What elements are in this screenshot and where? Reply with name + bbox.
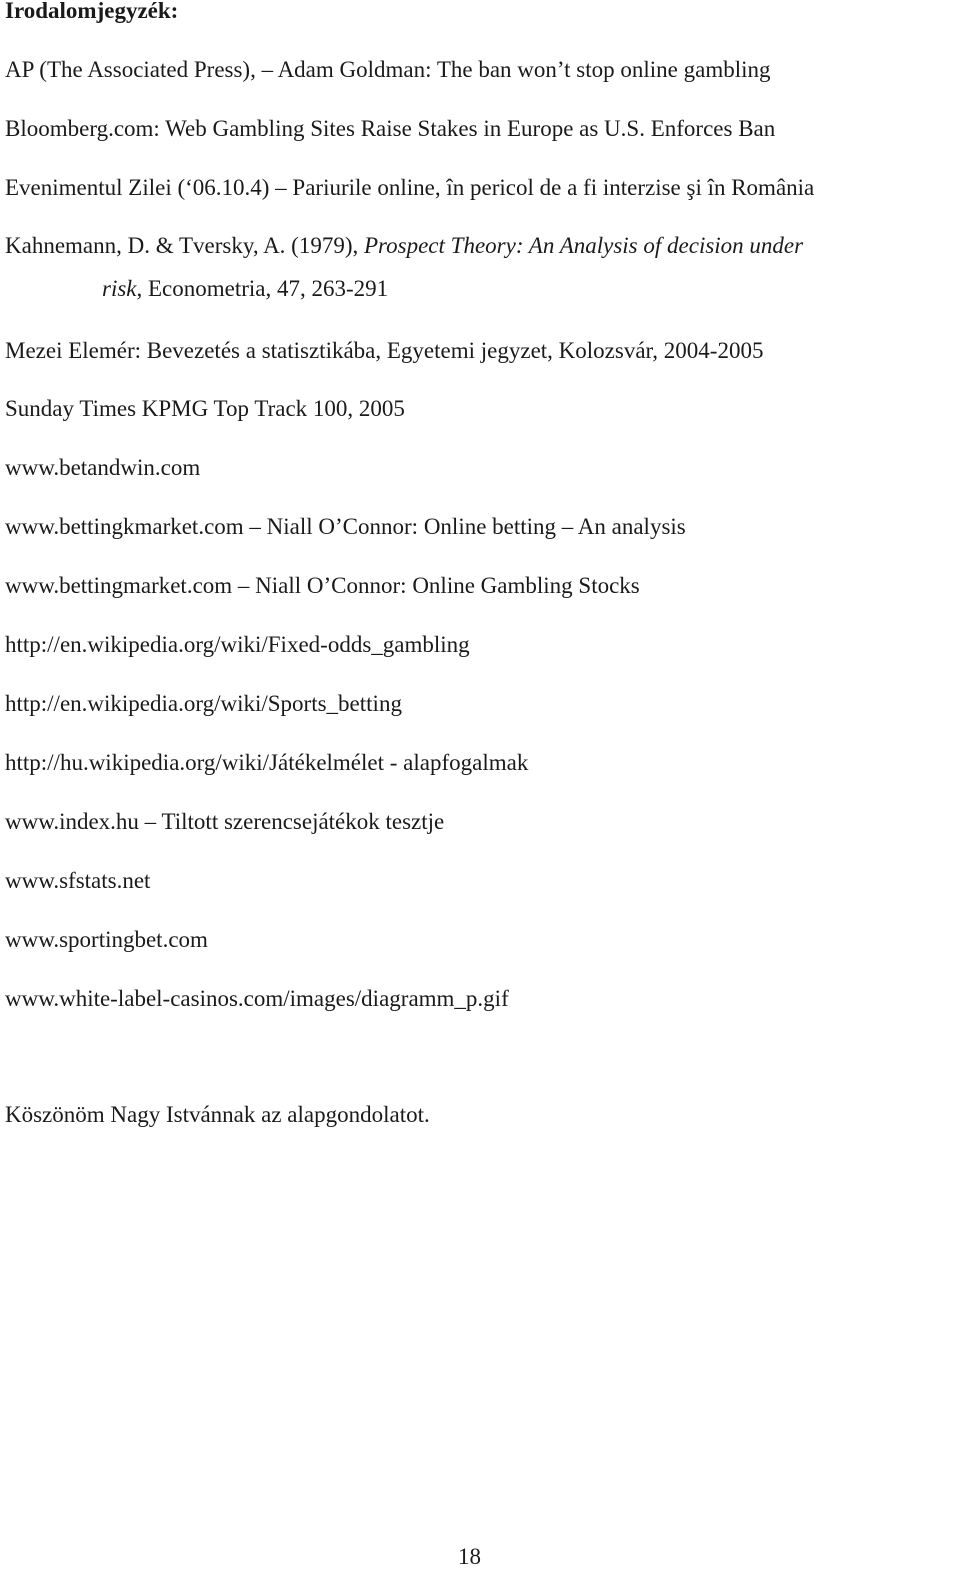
reference-item: http://hu.wikipedia.org/wiki/Játékelmélet - alapfogalmak	[5, 750, 529, 775]
reference-title-continued: risk	[102, 276, 137, 301]
reference-item: Sunday Times KPMG Top Track 100, 2005	[5, 396, 405, 421]
reference-continuation	[5, 274, 803, 304]
reference-item: www.sportingbet.com	[5, 927, 208, 952]
reference-item: www.betandwin.com	[5, 455, 201, 480]
reference-item: Bloomberg.com: Web Gambling Sites Raise Stakes in Europe as U.S. Enforces Ban	[5, 116, 776, 141]
reference-item: http://en.wikipedia.org/wiki/Fixed-odds_gambling	[5, 632, 470, 657]
reference-author: Kahnemann, D. & Tversky, A. (1979),	[5, 233, 364, 258]
acknowledgement: Köszönöm Nagy Istvánnak az alapgondolatot.	[5, 1102, 430, 1127]
bibliography-heading: Irodalomjegyzék:	[5, 0, 179, 23]
reference-item: Mezei Elemér: Bevezetés a statisztikába, Egyetemi jegyzet, Kolozsvár, 2004-2005	[5, 338, 764, 363]
reference-item-kahnemann	[5, 231, 803, 304]
reference-item: Evenimentul Zilei (‘06.10.4) – Pariurile online, în pericol de a fi interzise şi în România	[5, 175, 815, 200]
reference-item: www.index.hu – Tiltott szerencsejátékok tesztje	[5, 809, 445, 834]
reference-item: http://en.wikipedia.org/wiki/Sports_betting	[5, 691, 402, 716]
reference-item: www.bettingmarket.com – Niall O’Connor: Online Gambling Stocks	[5, 573, 640, 598]
reference-item: www.sfstats.net	[5, 868, 151, 893]
reference-item: AP (The Associated Press), – Adam Goldman: The ban won’t stop online gambling	[5, 57, 771, 82]
reference-title: Prospect Theory: An Analysis of decision under	[364, 233, 804, 258]
page-number: 18	[458, 1544, 481, 1569]
reference-item: www.bettingkmarket.com – Niall O’Connor: Online betting – An analysis	[5, 514, 686, 539]
reference-source: , Econometria, 47, 263-291	[136, 276, 389, 301]
reference-item: www.white-label-casinos.com/images/diagramm_p.gif	[5, 986, 509, 1011]
